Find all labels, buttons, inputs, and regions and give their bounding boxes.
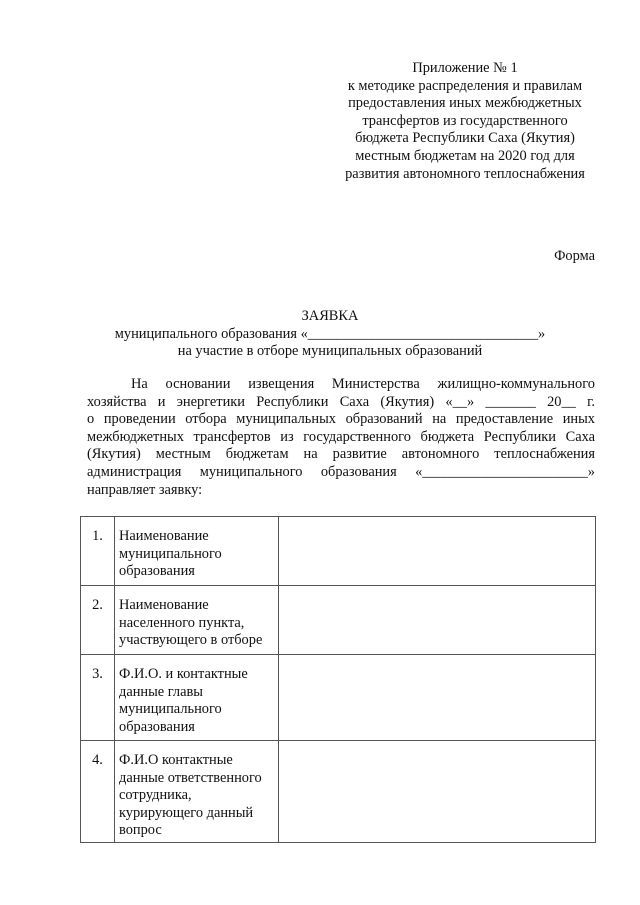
row-value-field[interactable] bbox=[279, 655, 596, 741]
appendix-line: бюджета Республики Саха (Якутия) bbox=[355, 130, 575, 147]
appendix-line: предоставления иных межбюджетных bbox=[348, 95, 582, 112]
table-row bbox=[81, 517, 596, 586]
appendix-line: местным бюджетам на 2020 год для bbox=[355, 147, 575, 164]
title-heading: ЗАЯВКА bbox=[301, 308, 359, 324]
table-row bbox=[81, 741, 596, 843]
body-line: о проведении отбора муниципальных образований на предоставление иных bbox=[87, 411, 595, 428]
form-label: Форма bbox=[554, 248, 595, 264]
application-form-table bbox=[80, 516, 596, 843]
row-label-line: Ф.И.О. и контактные bbox=[119, 666, 248, 682]
row-label bbox=[115, 741, 279, 843]
appendix-line: трансфертов из государственного bbox=[362, 112, 568, 129]
row-value-field[interactable] bbox=[279, 586, 596, 655]
row-label-line: данные главы bbox=[119, 683, 203, 700]
appendix-header bbox=[334, 60, 596, 183]
row-number: 4. bbox=[81, 741, 115, 843]
row-label-line: Наименование bbox=[119, 528, 209, 544]
row-label bbox=[115, 655, 279, 741]
row-label-line: Ф.И.О контактные bbox=[119, 752, 233, 768]
row-label-line: участвующего в отборе bbox=[119, 632, 263, 649]
row-label-line: данные ответственного bbox=[119, 769, 262, 786]
row-label-line: муниципального bbox=[119, 701, 222, 718]
table-row bbox=[81, 655, 596, 741]
body-line: На основании извещения Министерства жилищно-коммунального bbox=[131, 376, 595, 392]
application-title bbox=[80, 308, 580, 361]
row-label bbox=[115, 517, 279, 586]
title-municipality-line: муниципального образования «________________________________» bbox=[114, 325, 546, 342]
appendix-line: Приложение № 1 bbox=[412, 60, 518, 76]
appendix-line: к методике распределения и правилам bbox=[347, 77, 583, 94]
body-line: (Якутия) местным бюджетам на развитие автономного теплоснабжения bbox=[87, 446, 595, 463]
row-label-line: курирующего данный bbox=[119, 804, 254, 821]
row-label-line: образования bbox=[119, 563, 195, 580]
row-number: 2. bbox=[81, 586, 115, 655]
row-label-line: муниципального bbox=[119, 545, 222, 562]
row-value-field[interactable] bbox=[279, 517, 596, 586]
body-line: межбюджетных трансфертов из государственного бюджета Республики Саха bbox=[87, 428, 595, 445]
row-label-line: вопрос bbox=[119, 822, 162, 839]
row-number: 1. bbox=[81, 517, 115, 586]
row-label-line: Наименование bbox=[119, 597, 209, 613]
row-label-line: сотрудника, bbox=[119, 787, 192, 804]
title-purpose-line: на участие в отборе муниципальных образований bbox=[177, 343, 483, 360]
row-value-field[interactable] bbox=[279, 741, 596, 843]
body-line: направляет заявку: bbox=[87, 481, 203, 498]
row-label-line: населенного пункта, bbox=[119, 614, 245, 631]
row-label-line: образования bbox=[119, 718, 195, 735]
row-label bbox=[115, 586, 279, 655]
appendix-line: развития автономного теплоснабжения bbox=[345, 165, 585, 182]
row-number: 3. bbox=[81, 655, 115, 741]
table-row bbox=[81, 586, 596, 655]
body-line: администрация муниципального образования «_______________________» bbox=[87, 463, 595, 480]
body-line: хозяйства и энергетики Республики Саха (Якутия) «__» _______ 20__ г. bbox=[87, 393, 595, 410]
body-paragraph bbox=[87, 376, 595, 499]
